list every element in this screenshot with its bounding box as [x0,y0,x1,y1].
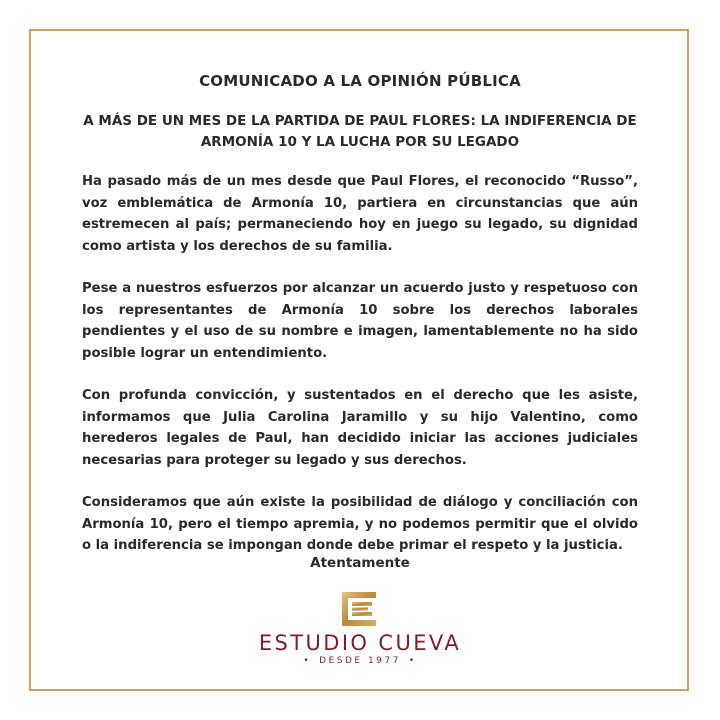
brand-name: ESTUDIO CUEVA [258,631,462,655]
paragraph-1: Ha pasado más de un mes desde que Paul Flores, el reconocido “Russo”, voz emblemática de Armonía 10, partiera en circunstancias que aún estremecen al país; permaneciendo hoy en juego su legado, su dignidad como artista y los derechos de su familia. [82,174,638,254]
brand-since: DESDE 1977 [319,656,401,666]
page-title: COMUNICADO A LA OPINIÓN PÚBLICA [199,72,521,90]
paragraph-2: Pese a nuestros esfuerzos por alcanzar un acuerdo justo y respetuoso con los representantes de Armonía 10 sobre los derechos laborales pendientes y el uso de su nombre e imagen, lamentablemente no ha sido posible lograr un entendimiento. [82,281,638,361]
statement-body [82,171,638,578]
brand-tagline [0,656,720,666]
page-subtitle: A MÁS DE UN MES DE LA PARTIDA DE PAUL FLORES: LA INDIFERENCIA DE ARMONÍA 10 Y LA LUCHA POR SU LEGADO [83,113,637,150]
tagline-bullet-right: • [408,656,417,666]
closing-salutation: Atentamente [310,555,410,571]
paragraph-4: Consideramos que aún existe la posibilidad de diálogo y conciliación con Armonía 10, pero el tiempo apremia, y no podemos permitir que el olvido o la indiferencia se impongan donde debe primar el respeto y la justicia. [82,495,638,553]
tagline-bullet-left: • [303,656,312,666]
paragraph-3: Con profunda convicción, y sustentados en el derecho que les asiste, informamos que Julia Carolina Jaramillo y su hijo Valentino, como herederos legales de Paul, han decidido iniciar las acciones judiciales necesarias para proteger su legado y sus derechos. [82,388,638,468]
estudio-cueva-monogram-icon [338,588,380,630]
